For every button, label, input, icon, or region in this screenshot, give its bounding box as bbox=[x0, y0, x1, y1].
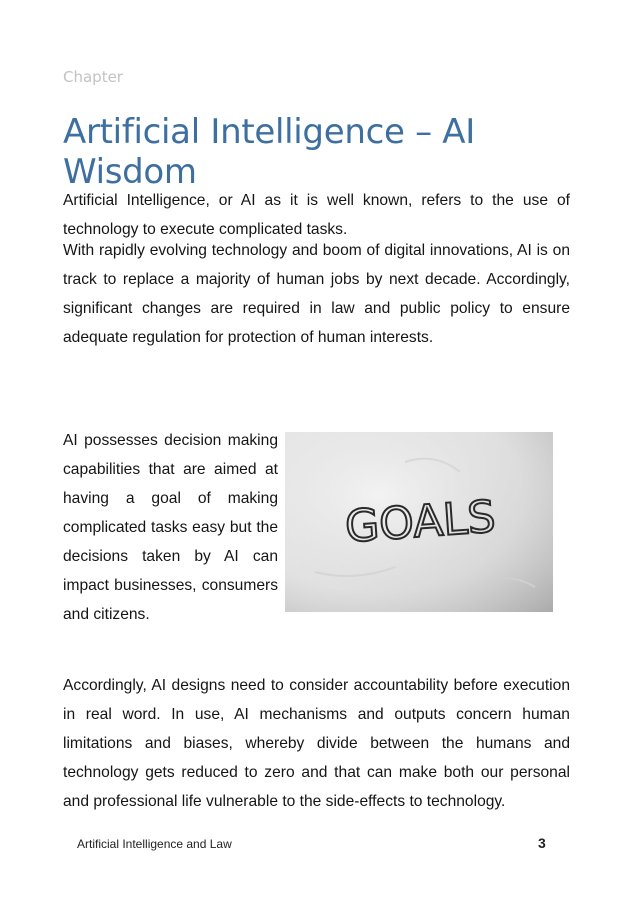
paragraph-innovation: With rapidly evolving technology and boom of digital innovations, AI is on track to replace a majority of human jobs by next decade. Accordingly, significant changes are required in law and public policy to ensure adequate regulation for protection of human interests. bbox=[63, 242, 570, 346]
goals-whiteboard-image bbox=[285, 432, 553, 612]
chapter-title: Artificial Intelligence – AI Wisdom bbox=[63, 112, 475, 192]
page-number: 3 bbox=[538, 835, 546, 851]
footer-book-title: Artificial Intelligence and Law bbox=[77, 837, 232, 851]
goals-handwritten-text: GOALS bbox=[343, 491, 498, 553]
paragraph-accountability: Accordingly, AI designs need to consider accountability before execution in real word. In use, AI mechanisms and outputs concern human limitations and biases, whereby divide between the humans and technology gets reduced to zero and that can make both our personal and professional life vulnerable to the side-effects to technology. bbox=[63, 677, 570, 810]
paragraph-intro: Artificial Intelligence, or AI as it is well known, refers to the use of technology to execute complicated tasks. bbox=[63, 192, 570, 238]
chapter-label: Chapter bbox=[63, 68, 123, 86]
paragraph-decision-making: AI possesses decision making capabilities that are aimed at having a goal of making complicated tasks easy but the decisions taken by AI can impact businesses, consumers and citizens. bbox=[63, 432, 278, 623]
